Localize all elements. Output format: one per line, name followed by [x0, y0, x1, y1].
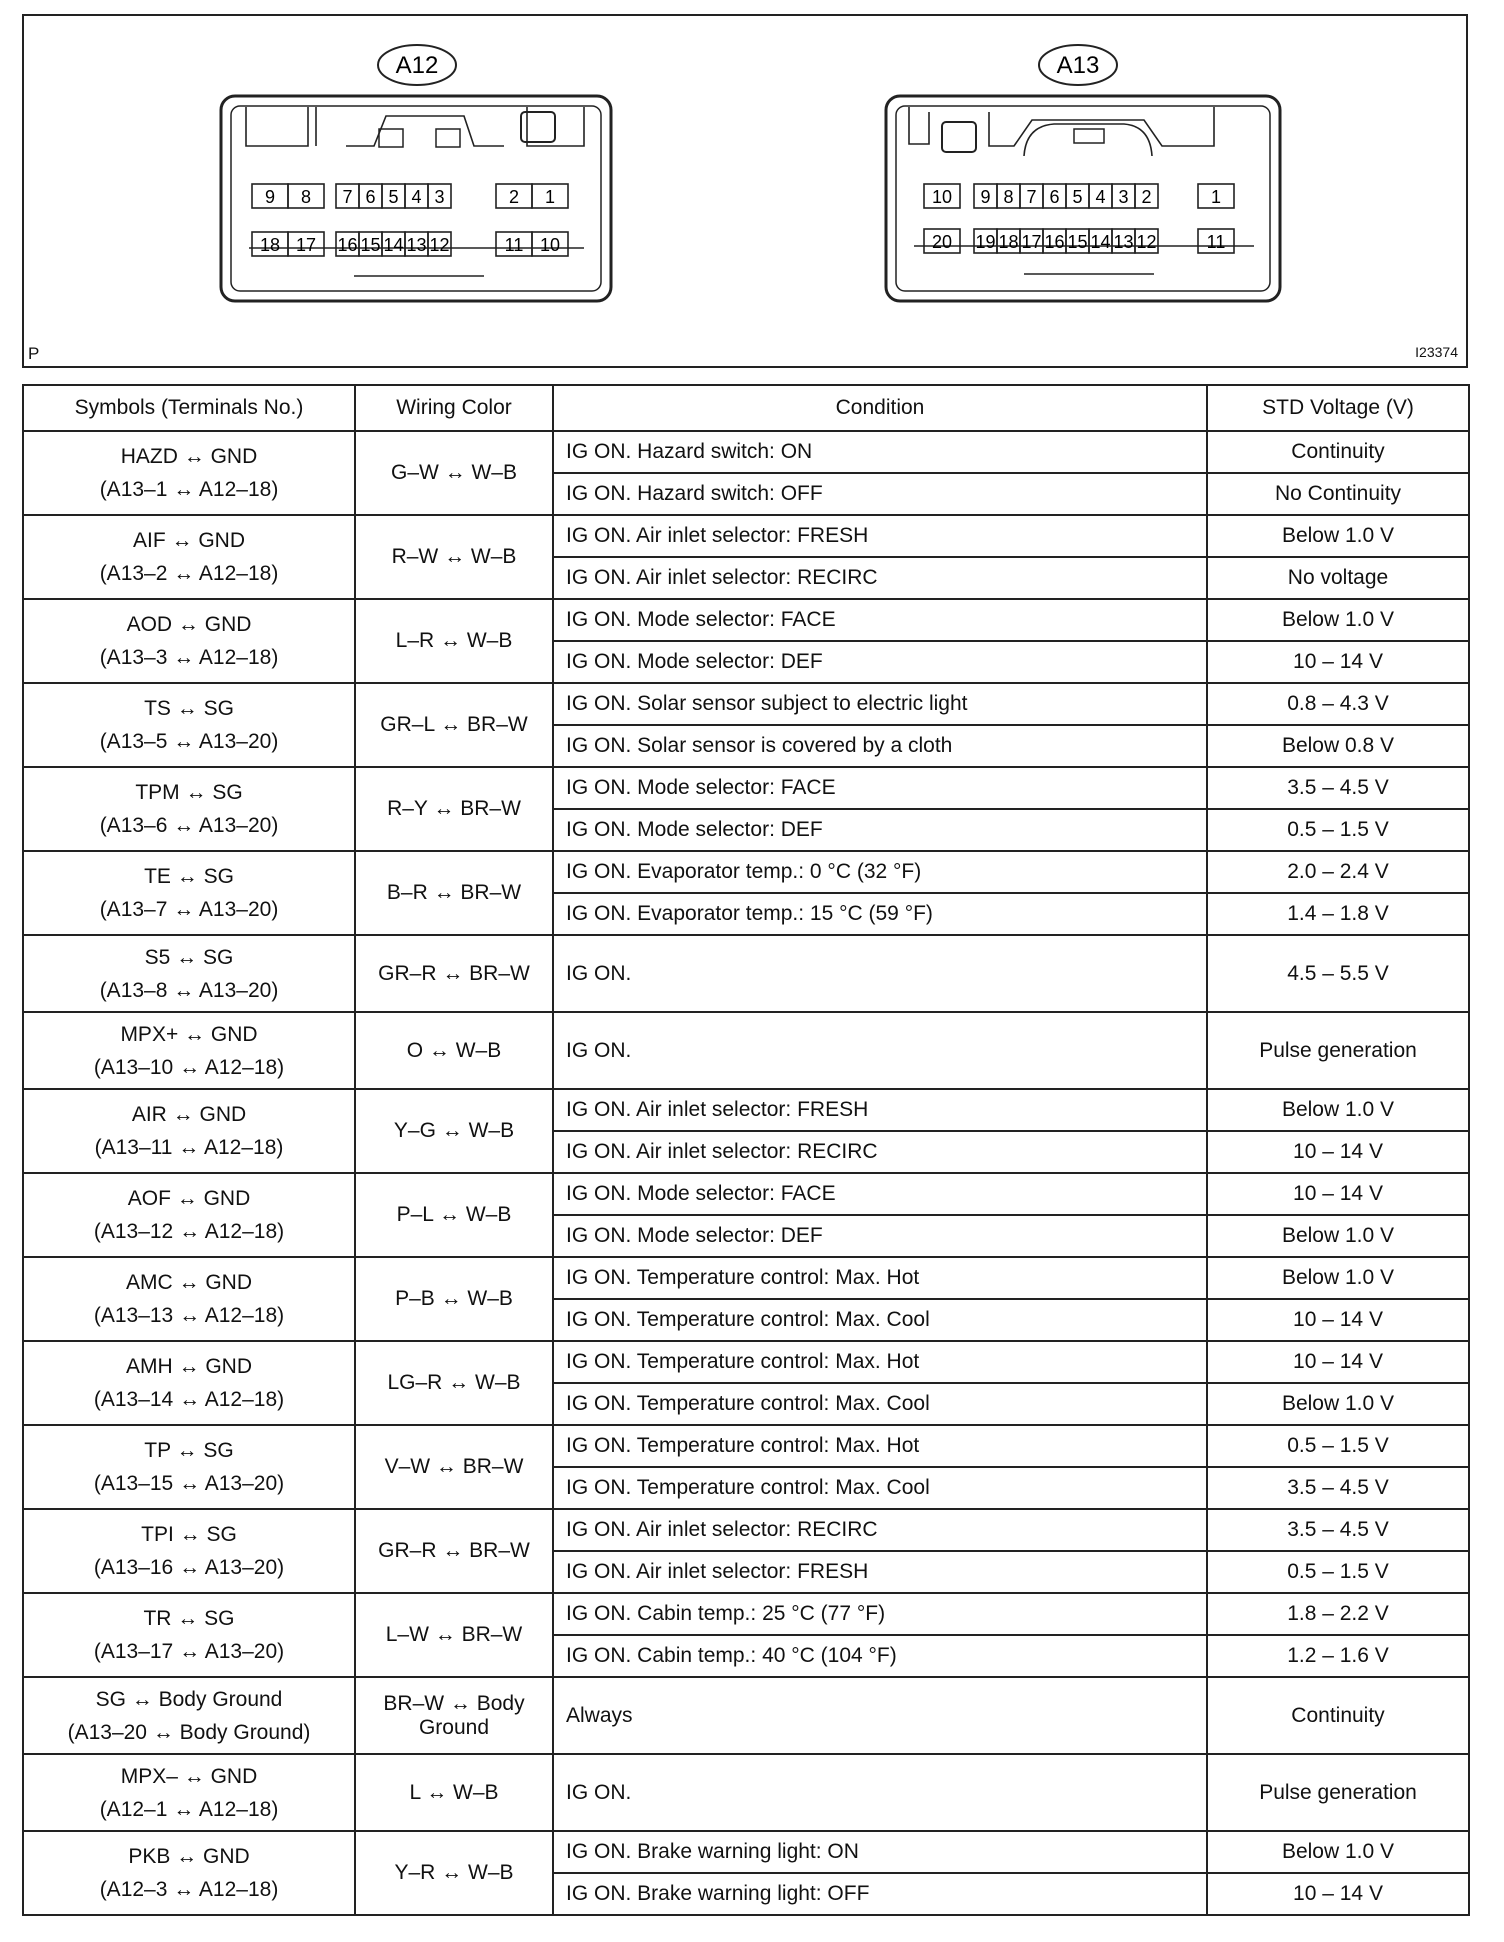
- condition-cell: IG ON. Hazard switch: ON: [553, 431, 1207, 473]
- cavity-number: 14: [1090, 232, 1111, 252]
- symbol-cell: [23, 1173, 355, 1257]
- symbol-name: AOD ↔ GND: [126, 613, 252, 636]
- symbol-name: AIF ↔ GND: [132, 529, 245, 552]
- symbol-cell: [23, 767, 355, 851]
- cavity-number: 12: [1136, 232, 1157, 252]
- wiring-color-cell: LG–R ↔ W–B: [355, 1341, 553, 1425]
- terminal-numbers: (A12–3 ↔ A12–18): [99, 1878, 279, 1901]
- terminal-numbers: (A13–12 ↔ A12–18): [93, 1220, 285, 1243]
- condition-cell: IG ON. Cabin temp.: 25 °C (77 °F): [553, 1593, 1207, 1635]
- cavity-number: 5: [1072, 187, 1083, 207]
- symbol-name: AOF ↔ GND: [127, 1187, 251, 1210]
- wiring-color-cell: B–R ↔ BR–W: [355, 851, 553, 935]
- symbol-name: AMC ↔ GND: [126, 1271, 252, 1294]
- voltage-cell: 10 – 14 V: [1207, 1299, 1469, 1341]
- terminal-numbers: (A13–2 ↔ A12–18): [99, 562, 279, 585]
- voltage-cell: 2.0 – 2.4 V: [1207, 851, 1469, 893]
- voltage-cell: Below 1.0 V: [1207, 599, 1469, 641]
- condition-cell: IG ON. Cabin temp.: 40 °C (104 °F): [553, 1635, 1207, 1677]
- cavity-number: 8: [300, 187, 312, 207]
- condition-cell: IG ON. Air inlet selector: RECIRC: [553, 1509, 1207, 1551]
- cavity-number: 2: [1141, 187, 1152, 207]
- cavity-number: 3: [434, 187, 445, 207]
- condition-cell: IG ON. Air inlet selector: RECIRC: [553, 1131, 1207, 1173]
- cavity-number: 10: [931, 187, 953, 207]
- symbol-cell: [23, 1831, 355, 1915]
- voltage-cell: Pulse generation: [1207, 1012, 1469, 1089]
- cavity-number: 6: [1049, 187, 1060, 207]
- figure-id: I23374: [1415, 344, 1458, 360]
- condition-cell: Always: [553, 1677, 1207, 1754]
- symbol-cell: [23, 935, 355, 1012]
- condition-cell: IG ON. Mode selector: DEF: [553, 641, 1207, 683]
- cavity-number: 12: [429, 235, 450, 255]
- voltage-cell: 3.5 – 4.5 V: [1207, 1509, 1469, 1551]
- symbol-cell: [23, 1677, 355, 1754]
- condition-cell: IG ON. Evaporator temp.: 15 °C (59 °F): [553, 893, 1207, 935]
- voltage-cell: 0.5 – 1.5 V: [1207, 1425, 1469, 1467]
- wiring-color-cell: L–W ↔ BR–W: [355, 1593, 553, 1677]
- wiring-color-cell: V–W ↔ BR–W: [355, 1425, 553, 1509]
- symbol-cell: [23, 1754, 355, 1831]
- voltage-cell: Pulse generation: [1207, 1754, 1469, 1831]
- symbol-name: SG ↔ Body Ground: [95, 1687, 283, 1711]
- connector-diagram: [24, 16, 1470, 370]
- voltage-cell: 10 – 14 V: [1207, 641, 1469, 683]
- cavity-number: 19: [975, 232, 996, 252]
- condition-cell: IG ON. Mode selector: DEF: [553, 809, 1207, 851]
- cavity-number: 15: [360, 235, 381, 255]
- table-row: [23, 1425, 1469, 1467]
- table-row: [23, 1257, 1469, 1299]
- cavity-number: 13: [406, 235, 427, 255]
- cavity-number: 4: [1095, 187, 1106, 207]
- condition-cell: IG ON. Mode selector: DEF: [553, 1215, 1207, 1257]
- table-row: [23, 1754, 1469, 1831]
- symbol-name: TPM ↔ SG: [135, 781, 243, 804]
- symbol-cell: [23, 599, 355, 683]
- cavity-number: 3: [1118, 187, 1129, 207]
- voltage-cell: Below 1.0 V: [1207, 1831, 1469, 1873]
- symbol-cell: [23, 683, 355, 767]
- symbol-cell: [23, 1593, 355, 1677]
- terminal-numbers: (A12–1 ↔ A12–18): [99, 1797, 279, 1821]
- cavity-number: 8: [1003, 187, 1014, 207]
- terminal-numbers: (A13–11 ↔ A12–18): [94, 1136, 284, 1159]
- terminal-numbers: (A13–1 ↔ A12–18): [99, 478, 279, 501]
- voltage-cell: 1.4 – 1.8 V: [1207, 893, 1469, 935]
- condition-cell: IG ON. Air inlet selector: RECIRC: [553, 557, 1207, 599]
- symbol-name: MPX– ↔ GND: [120, 1764, 258, 1788]
- symbol-name: TE ↔ SG: [144, 865, 234, 888]
- table-row: [23, 683, 1469, 725]
- terminal-numbers: (A13–14 ↔ A12–18): [93, 1388, 285, 1411]
- condition-cell: IG ON.: [553, 1012, 1207, 1089]
- condition-cell: IG ON. Brake warning light: ON: [553, 1831, 1207, 1873]
- condition-cell: IG ON. Air inlet selector: FRESH: [553, 515, 1207, 557]
- voltage-cell: 0.8 – 4.3 V: [1207, 683, 1469, 725]
- voltage-cell: 3.5 – 4.5 V: [1207, 1467, 1469, 1509]
- header-condition: Condition: [553, 385, 1207, 431]
- condition-cell: IG ON. Temperature control: Max. Hot: [553, 1425, 1207, 1467]
- condition-cell: IG ON. Temperature control: Max. Cool: [553, 1299, 1207, 1341]
- voltage-cell: 10 – 14 V: [1207, 1131, 1469, 1173]
- terminal-numbers: (A13–6 ↔ A13–20): [99, 814, 279, 837]
- cavity-number: 17: [295, 235, 317, 255]
- terminal-numbers: (A13–8 ↔ A13–20): [99, 978, 279, 1002]
- a13-label: A13: [1056, 52, 1100, 79]
- wiring-color-cell: P–B ↔ W–B: [355, 1257, 553, 1341]
- symbol-name: TPI ↔ SG: [141, 1523, 237, 1546]
- table-row: [23, 1677, 1469, 1754]
- symbol-cell: [23, 1341, 355, 1425]
- wiring-color-cell: P–L ↔ W–B: [355, 1173, 553, 1257]
- cavity-number: 2: [508, 187, 520, 207]
- cavity-number: 20: [931, 232, 953, 252]
- terminal-numbers: (A13–17 ↔ A13–20): [93, 1640, 285, 1663]
- cavity-number: 9: [264, 187, 276, 207]
- table-row: [23, 431, 1469, 473]
- terminal-numbers: (A13–10 ↔ A12–18): [93, 1055, 285, 1079]
- cavity-number: 1: [1210, 187, 1222, 207]
- wiring-color-cell: L–R ↔ W–B: [355, 599, 553, 683]
- cavity-number: 11: [504, 235, 524, 255]
- cavity-number: 16: [1044, 232, 1065, 252]
- cavity-number: 9: [980, 187, 991, 207]
- cavity-number: 17: [1021, 232, 1042, 252]
- condition-cell: IG ON. Brake warning light: OFF: [553, 1873, 1207, 1915]
- cavity-number: 13: [1113, 232, 1134, 252]
- condition-cell: IG ON. Temperature control: Max. Hot: [553, 1257, 1207, 1299]
- symbol-cell: [23, 515, 355, 599]
- header-symbols: Symbols (Terminals No.): [23, 385, 355, 431]
- voltage-cell: 4.5 – 5.5 V: [1207, 935, 1469, 1012]
- voltage-cell: Below 1.0 V: [1207, 1383, 1469, 1425]
- table-row: [23, 1012, 1469, 1089]
- table-row: [23, 851, 1469, 893]
- terminal-numbers: (A13–7 ↔ A13–20): [99, 898, 279, 921]
- wiring-color-cell: G–W ↔ W–B: [355, 431, 553, 515]
- voltage-cell: Below 1.0 V: [1207, 1089, 1469, 1131]
- symbol-name: HAZD ↔ GND: [120, 445, 258, 468]
- voltage-cell: 0.5 – 1.5 V: [1207, 1551, 1469, 1593]
- cavity-number: 15: [1067, 232, 1088, 252]
- symbol-cell: [23, 1425, 355, 1509]
- table-row: [23, 599, 1469, 641]
- voltage-cell: No Continuity: [1207, 473, 1469, 515]
- cavity-number: 6: [365, 187, 376, 207]
- terminal-numbers: (A13–5 ↔ A13–20): [99, 730, 279, 753]
- wiring-color-cell: L ↔ W–B: [355, 1754, 553, 1831]
- condition-cell: IG ON. Temperature control: Max. Cool: [553, 1383, 1207, 1425]
- cavity-number: 7: [1026, 187, 1037, 207]
- condition-cell: IG ON. Solar sensor subject to electric light: [553, 683, 1207, 725]
- symbol-name: AIR ↔ GND: [131, 1103, 247, 1126]
- condition-cell: IG ON. Evaporator temp.: 0 °C (32 °F): [553, 851, 1207, 893]
- voltage-cell: 1.2 – 1.6 V: [1207, 1635, 1469, 1677]
- symbol-name: TR ↔ SG: [143, 1607, 235, 1630]
- symbol-cell: [23, 1509, 355, 1593]
- wiring-color-cell: GR–L ↔ BR–W: [355, 683, 553, 767]
- symbol-cell: [23, 1257, 355, 1341]
- wiring-color-cell: GR–R ↔ BR–W: [355, 935, 553, 1012]
- terminal-numbers: (A13–3 ↔ A12–18): [99, 646, 279, 669]
- condition-cell: IG ON. Air inlet selector: FRESH: [553, 1089, 1207, 1131]
- terminal-numbers: (A13–15 ↔ A13–20): [93, 1472, 285, 1495]
- symbol-name: TS ↔ SG: [144, 697, 234, 720]
- condition-cell: IG ON. Solar sensor is covered by a cloth: [553, 725, 1207, 767]
- table-row: [23, 1173, 1469, 1215]
- condition-cell: IG ON. Temperature control: Max. Hot: [553, 1341, 1207, 1383]
- voltage-cell: Below 1.0 V: [1207, 1215, 1469, 1257]
- symbol-name: S5 ↔ SG: [144, 945, 234, 969]
- table-row: [23, 1341, 1469, 1383]
- voltage-cell: 1.8 – 2.2 V: [1207, 1593, 1469, 1635]
- table-row: [23, 1593, 1469, 1635]
- voltage-cell: 3.5 – 4.5 V: [1207, 767, 1469, 809]
- terminal-numbers: (A13–20 ↔ Body Ground): [67, 1720, 311, 1744]
- condition-cell: IG ON. Mode selector: FACE: [553, 767, 1207, 809]
- symbol-name: PKB ↔ GND: [128, 1845, 250, 1868]
- symbol-cell: [23, 851, 355, 935]
- table-row: [23, 1509, 1469, 1551]
- header-wiring: Wiring Color: [355, 385, 553, 431]
- voltage-cell: 10 – 14 V: [1207, 1873, 1469, 1915]
- corner-mark: P: [28, 344, 40, 363]
- terminal-spec-table: [22, 384, 1470, 1916]
- table-row: [23, 515, 1469, 557]
- wiring-color-cell: GR–R ↔ BR–W: [355, 1509, 553, 1593]
- cavity-number: 4: [411, 187, 422, 207]
- voltage-cell: Continuity: [1207, 431, 1469, 473]
- voltage-cell: Continuity: [1207, 1677, 1469, 1754]
- symbol-name: TP ↔ SG: [144, 1439, 234, 1462]
- cavity-number: 1: [544, 187, 556, 207]
- header-voltage: STD Voltage (V): [1207, 385, 1469, 431]
- condition-cell: IG ON.: [553, 1754, 1207, 1831]
- table-row: [23, 1089, 1469, 1131]
- condition-cell: IG ON.: [553, 935, 1207, 1012]
- terminal-numbers: (A13–13 ↔ A12–18): [93, 1304, 285, 1327]
- connector-figure: [22, 14, 1468, 368]
- wiring-color-cell: BR–W ↔ Body Ground: [355, 1677, 553, 1754]
- voltage-cell: No voltage: [1207, 557, 1469, 599]
- voltage-cell: Below 0.8 V: [1207, 725, 1469, 767]
- voltage-cell: 10 – 14 V: [1207, 1173, 1469, 1215]
- table-row: [23, 767, 1469, 809]
- connector-a12: [221, 45, 611, 301]
- cavity-number: 10: [539, 235, 561, 255]
- voltage-cell: 10 – 14 V: [1207, 1341, 1469, 1383]
- wiring-color-cell: Y–G ↔ W–B: [355, 1089, 553, 1173]
- cavity-number: 18: [259, 235, 281, 255]
- condition-cell: IG ON. Hazard switch: OFF: [553, 473, 1207, 515]
- cavity-number: 11: [1206, 232, 1226, 252]
- voltage-cell: Below 1.0 V: [1207, 1257, 1469, 1299]
- connector-a13: [886, 45, 1280, 301]
- voltage-cell: Below 1.0 V: [1207, 515, 1469, 557]
- table-row: [23, 1831, 1469, 1873]
- cavity-number: 18: [998, 232, 1019, 252]
- cavity-number: 5: [388, 187, 399, 207]
- condition-cell: IG ON. Mode selector: FACE: [553, 1173, 1207, 1215]
- symbol-cell: [23, 1012, 355, 1089]
- symbol-cell: [23, 431, 355, 515]
- voltage-cell: 0.5 – 1.5 V: [1207, 809, 1469, 851]
- condition-cell: IG ON. Air inlet selector: FRESH: [553, 1551, 1207, 1593]
- wiring-color-cell: Y–R ↔ W–B: [355, 1831, 553, 1915]
- symbol-cell: [23, 1089, 355, 1173]
- cavity-number: 16: [337, 235, 358, 255]
- wiring-color-cell: O ↔ W–B: [355, 1012, 553, 1089]
- symbol-name: AMH ↔ GND: [126, 1355, 252, 1378]
- terminal-numbers: (A13–16 ↔ A13–20): [93, 1556, 285, 1579]
- cavity-number: 14: [383, 235, 404, 255]
- wiring-color-cell: R–Y ↔ BR–W: [355, 767, 553, 851]
- table-row: [23, 935, 1469, 1012]
- table-header-row: [23, 385, 1469, 431]
- condition-cell: IG ON. Temperature control: Max. Cool: [553, 1467, 1207, 1509]
- cavity-number: 7: [342, 187, 353, 207]
- a12-label: A12: [395, 52, 439, 79]
- wiring-color-cell: R–W ↔ W–B: [355, 515, 553, 599]
- symbol-name: MPX+ ↔ GND: [120, 1022, 258, 1046]
- condition-cell: IG ON. Mode selector: FACE: [553, 599, 1207, 641]
